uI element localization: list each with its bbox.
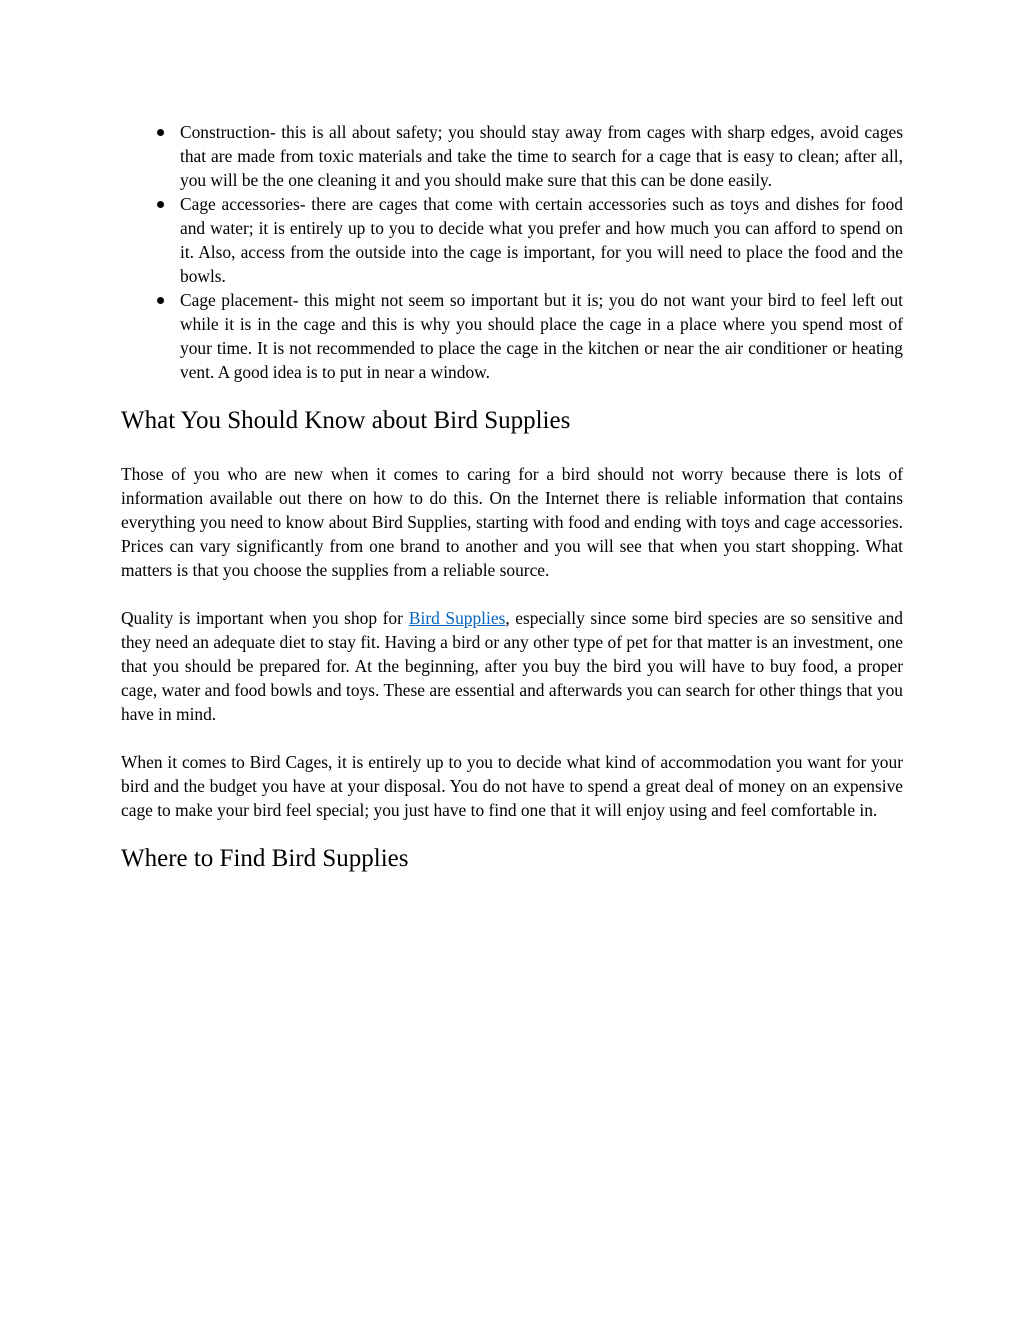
- list-item: [121, 192, 903, 288]
- bullet-icon: [157, 297, 164, 304]
- paragraph-quality: [121, 606, 903, 726]
- bullet-list: [121, 120, 903, 384]
- paragraph-quality-start: Quality is important when you shop for: [121, 608, 403, 628]
- section-heading-where: Where to Find Bird Supplies: [121, 845, 409, 872]
- paragraph-cages: When it comes to Bird Cages, it is entirely up to you to decide what kind of accommodation you want for your bird and the budget you have at your disposal. You do not have to spend a great deal of money on an expensive cage to make your bird feel special; you just have to find one that it will enjoy using and feel comfortable in.: [121, 752, 903, 820]
- bird-supplies-link[interactable]: Bird Supplies: [408, 608, 506, 628]
- bullet-text-construction: Construction- this is all about safety; you should stay away from cages with sharp edges, avoid cages that are made from toxic materials and take the time to search for a cage that is easy to clean; after all, you will be the one cleaning it and you should make sure that this can be done easily.: [180, 122, 903, 190]
- bullet-icon: [157, 201, 164, 208]
- list-item: [121, 120, 903, 192]
- section-heading-know: What You Should Know about Bird Supplies: [121, 407, 571, 434]
- paragraph-quality-end: , especially since some bird species are so sensitive and they need an adequate diet to stay fit. Having a bird or any other type of pet for that matter is an investment, one that you should be prepared for. At the beginning, after you buy the bird you will have to buy food, a proper cage, water and food bowls and toys. These are essential and afterwards you can search for other things that you have in mind.: [121, 608, 903, 724]
- list-item: [121, 288, 903, 384]
- paragraph-intro: Those of you who are new when it comes to caring for a bird should not worry because there is lots of information available out there on how to do this. On the Internet there is reliable information that contains everything you need to know about Bird Supplies, starting with food and ending with toys and cage accessories. Prices can vary significantly from one brand to another and you will see that when you start shopping. What matters is that you choose the supplies from a reliable source.: [121, 464, 903, 580]
- bullet-text-accessories: Cage accessories- there are cages that come with certain accessories such as toys and dishes for food and water; it is entirely up to you to decide what you prefer and how much you can afford to spend on it. Also, access from the outside into the cage is important, for you will need to place the food and the bowls.: [180, 194, 903, 286]
- bullet-icon: [157, 129, 164, 136]
- bullet-text-placement: Cage placement- this might not seem so important but it is; you do not want your bird to feel left out while it is in the cage and this is why you should place the cage in a place where you spend most of your time. It is not recommended to place the cage in the kitchen or near the air conditioner or heating vent. A good idea is to put in near a window.: [180, 290, 903, 382]
- document-page: [121, 120, 903, 874]
